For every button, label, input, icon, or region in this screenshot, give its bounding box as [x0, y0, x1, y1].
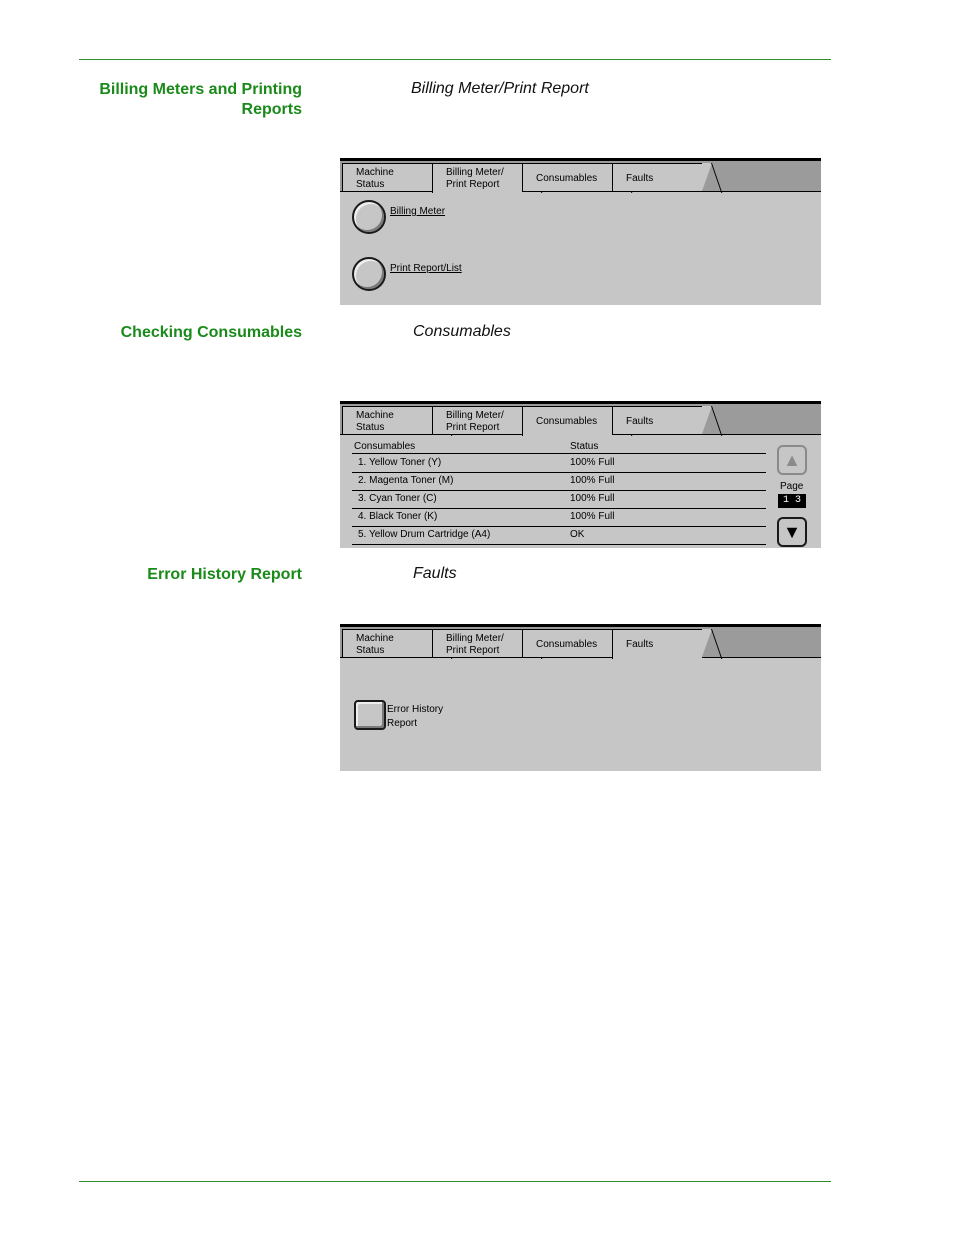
tab-label: Billing Meter/ — [446, 167, 504, 178]
tab-label: Faults — [626, 639, 654, 650]
row-name: 2. Magenta Toner (M) — [358, 475, 454, 486]
billing-meter-label[interactable]: Billing Meter — [390, 206, 446, 217]
tab-label: Consumables — [536, 416, 598, 427]
billing-meter-button[interactable] — [352, 200, 386, 234]
tab-consumables[interactable] — [522, 406, 612, 436]
consumables-panel — [340, 401, 821, 548]
table-row[interactable] — [352, 490, 766, 509]
faults-caption: Faults — [413, 565, 457, 582]
table-row[interactable] — [352, 508, 766, 527]
billing-panel — [340, 158, 821, 305]
tab-label: Machine — [356, 167, 394, 178]
row-name: 1. Yellow Toner (Y) — [358, 457, 442, 468]
tab-faults[interactable] — [612, 629, 702, 659]
tab-bar — [340, 404, 821, 435]
tab-machine-status[interactable] — [342, 163, 432, 191]
tab-faults[interactable] — [612, 406, 702, 434]
tab-consumables[interactable] — [522, 163, 612, 191]
tab-machine-status[interactable] — [342, 629, 432, 657]
row-status: 100% Full — [570, 511, 615, 522]
page-label: Page — [780, 481, 804, 492]
row-status: OK — [570, 529, 585, 540]
tab-label: Print Report — [446, 422, 500, 433]
tab-label: Consumables — [536, 639, 598, 650]
table-row[interactable] — [352, 526, 766, 545]
tab-machine-status[interactable] — [342, 406, 432, 434]
tab-label: Machine — [356, 410, 394, 421]
tab-bar — [340, 627, 821, 658]
tab-label: Status — [356, 179, 385, 190]
top-rule — [79, 59, 831, 60]
scroll-up-button[interactable] — [777, 445, 807, 475]
billing-caption: Billing Meter/Print Report — [411, 80, 589, 97]
billing-heading — [62, 80, 302, 120]
tab-billing-meter[interactable] — [432, 406, 522, 434]
tab-label: Faults — [626, 416, 654, 427]
tab-billing-meter[interactable] — [432, 163, 522, 193]
tab-label: Billing Meter/ — [446, 410, 504, 421]
row-name: 4. Black Toner (K) — [358, 511, 438, 522]
tab-label: Status — [356, 645, 385, 656]
tab-consumables[interactable] — [522, 629, 612, 657]
print-report-button[interactable] — [352, 257, 386, 291]
error-heading: Error History Report — [147, 566, 302, 583]
error-history-button[interactable] — [354, 700, 386, 730]
print-report-label[interactable]: Print Report/List — [390, 263, 462, 274]
tab-label: Faults — [626, 173, 654, 184]
tab-label: Consumables — [536, 173, 598, 184]
col-header-status: Status — [570, 441, 599, 452]
billing-heading-line1: Billing Meters and Printing — [99, 81, 302, 98]
table-row[interactable] — [352, 472, 766, 491]
row-status: 100% Full — [570, 493, 615, 504]
tab-bar — [340, 161, 821, 192]
consumables-caption: Consumables — [413, 323, 511, 340]
row-status: 100% Full — [570, 457, 615, 468]
row-name: 5. Yellow Drum Cartridge (A4) — [358, 529, 491, 540]
error-history-label-line2: Report — [387, 718, 418, 729]
error-history-label[interactable] — [387, 703, 443, 731]
scroll-down-button[interactable] — [777, 517, 807, 547]
up-arrow-icon: ▲ — [783, 449, 801, 470]
faults-panel — [340, 624, 821, 771]
page-indicator: 1 3 — [778, 494, 806, 508]
row-name: 3. Cyan Toner (C) — [358, 493, 437, 504]
tab-label: Print Report — [446, 645, 500, 656]
tab-faults[interactable] — [612, 163, 702, 191]
down-arrow-icon: ▼ — [783, 521, 801, 542]
bottom-rule — [79, 1181, 831, 1182]
tab-label: Billing Meter/ — [446, 633, 504, 644]
tab-label: Print Report — [446, 179, 500, 190]
tab-label: Machine — [356, 633, 394, 644]
error-history-label-line1: Error History — [387, 704, 444, 715]
consumables-heading: Checking Consumables — [120, 324, 302, 341]
tab-label: Status — [356, 422, 385, 433]
tab-billing-meter[interactable] — [432, 629, 522, 657]
billing-heading-line2: Reports — [241, 101, 302, 118]
col-header-consumables: Consumables — [354, 441, 416, 452]
table-row[interactable] — [352, 453, 766, 473]
row-status: 100% Full — [570, 475, 615, 486]
